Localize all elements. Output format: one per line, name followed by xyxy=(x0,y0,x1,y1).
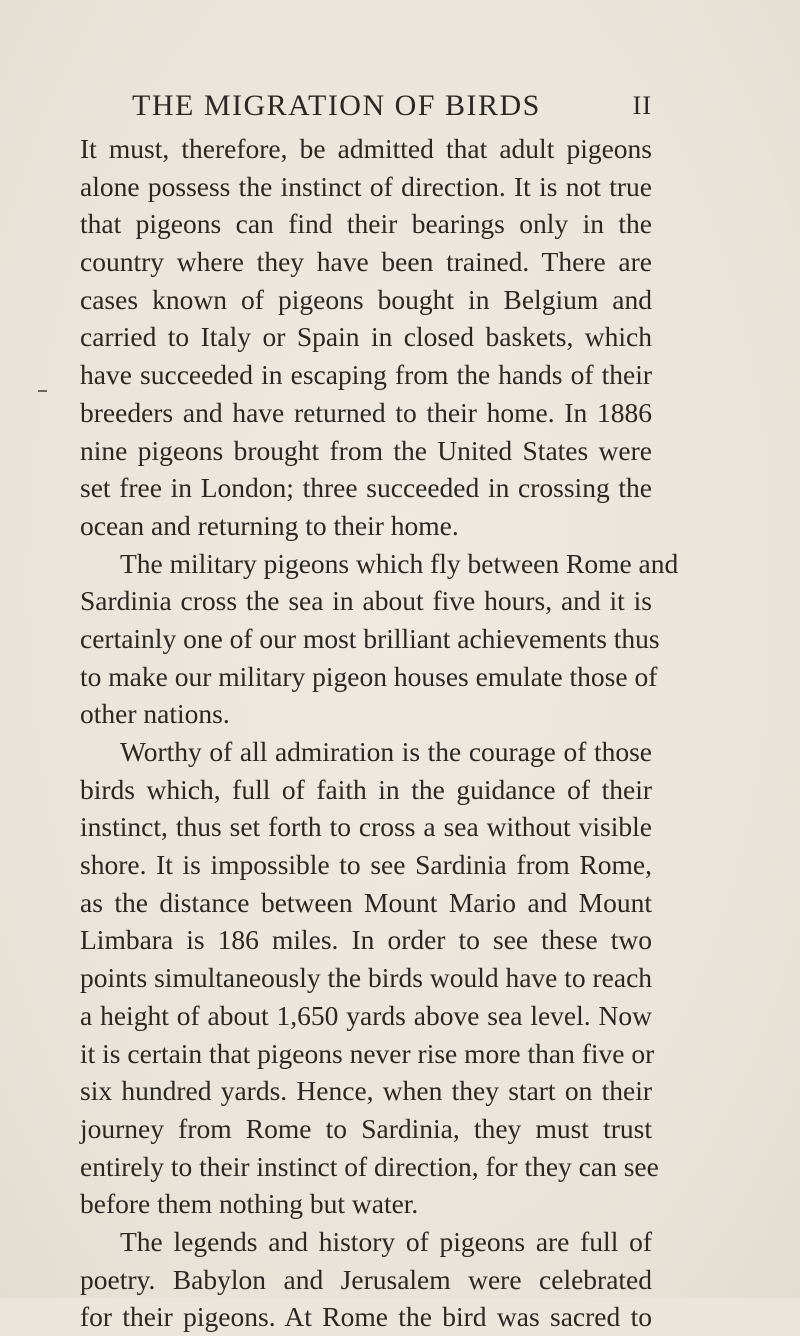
running-head xyxy=(132,86,652,130)
text-line: a height of about 1,650 yards above sea level. Now xyxy=(80,999,652,1031)
text-line: cases known of pigeons bought in Belgium and xyxy=(80,283,652,315)
text-line: The legends and history of pigeons are full of xyxy=(120,1225,652,1257)
text-line: six hundred yards. Hence, when they start on their xyxy=(80,1075,652,1107)
text-line: Worthy of all admiration is the courage of those xyxy=(120,736,652,767)
text-line: certainly one of our most brilliant achievements thus xyxy=(80,622,660,654)
text-line: as the distance between Mount Mario and Mount xyxy=(80,886,652,918)
text-line: country where they have been trained. There are xyxy=(80,246,652,278)
text-line: other nations. xyxy=(80,698,230,730)
text-line: birds which, full of faith in the guidance of their xyxy=(80,773,652,805)
text-line: journey from Rome to Sardinia, they must trust xyxy=(80,1112,652,1144)
text-line: it is certain that pigeons never rise more than five or xyxy=(80,1037,655,1069)
text-line: points simultaneously the birds would have to reach xyxy=(80,962,653,994)
margin-mark xyxy=(38,390,47,392)
text-line: have succeeded in escaping from the hands of their xyxy=(80,359,652,391)
text-line: alone possess the instinct of direction. It is not true xyxy=(80,170,652,202)
text-line: instinct, thus set forth to cross a sea without visible xyxy=(80,811,652,843)
text-line: carried to Italy or Spain in closed baskets, which xyxy=(80,321,652,353)
text-line: The military pigeons which fly between Rome and xyxy=(120,547,679,579)
body-text xyxy=(80,130,679,1336)
text-line: Sardinia cross the sea in about five hours, and it is xyxy=(80,585,652,617)
text-line: shore. It is impossible to see Sardinia from Rome, xyxy=(80,849,652,881)
text-line: poetry. Babylon and Jerusalem were celebrated xyxy=(80,1263,652,1295)
text-line: set free in London; three succeeded in crossing the xyxy=(80,472,652,504)
text-line: to make our military pigeon houses emulate those of xyxy=(80,660,658,692)
text-line: nine pigeons brought from the United States were xyxy=(80,434,652,466)
text-line: ocean and returning to their home. xyxy=(80,509,459,541)
text-line: for their pigeons. At Rome the bird was sacred to xyxy=(80,1301,652,1333)
text-line: entirely to their instinct of direction, for they can see xyxy=(80,1150,659,1182)
text-line: that pigeons can find their bearings only in the xyxy=(80,208,652,240)
running-title: THE MIGRATION OF BIRDS xyxy=(132,89,541,122)
text-line: before them nothing but water. xyxy=(80,1188,419,1220)
text-line: Limbara is 186 miles. In order to see these two xyxy=(80,924,652,956)
text-line: breeders and have returned to their home. In 1886 xyxy=(80,396,652,428)
page-number: II xyxy=(632,91,652,120)
text-line: It must, therefore, be admitted that adult pigeons xyxy=(80,133,652,164)
